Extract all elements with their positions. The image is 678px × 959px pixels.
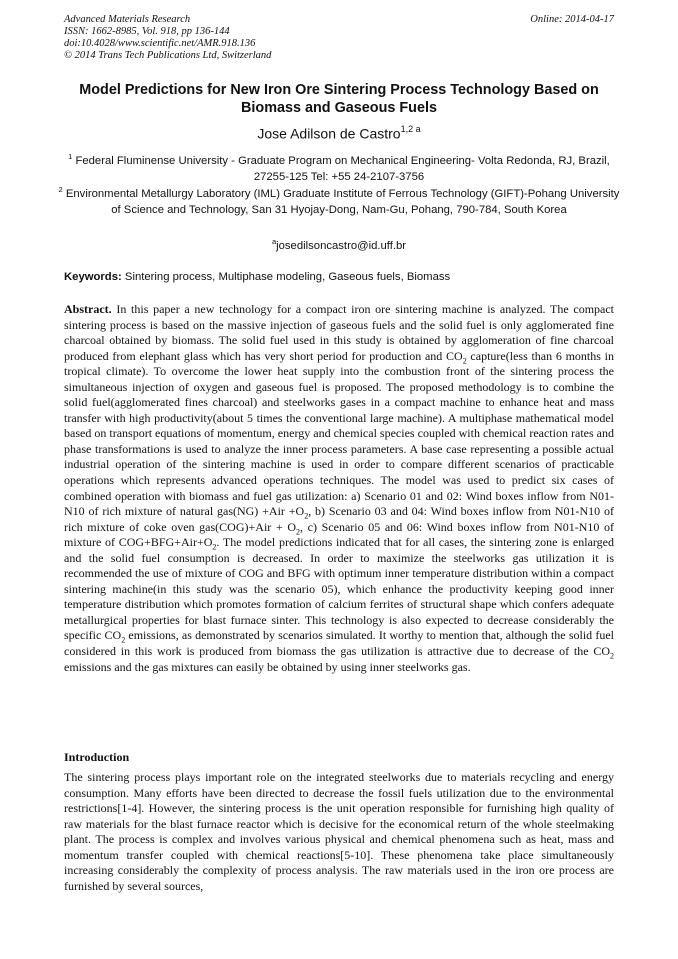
keywords-text: Sintering process, Multiphase modeling, Gaseous fuels, Biomass [124, 271, 451, 283]
author-superscript: 1,2 a [400, 124, 421, 134]
abstract-text-4: , c) Scenario 05 and 06: Wind boxes inflow from N01-N10 of mixture of COG+BFG+Air+O [64, 519, 614, 550]
subscript-2: 2 [304, 511, 309, 521]
abstract-text-1: In this paper a new technology for a compact iron ore sintering machine is analyzed. The compact sintering process is based on the massive injection of gaseous fuels and the solid fuel is only agglomerated fine charcoal obtained by biomass. The solid fuel used in this study is obtained by agglomeration of fine charcoal produced from elephant glass which has very short period for production and CO [64, 302, 615, 363]
doi-line: doi:10.4028/www.scientific.net/AMR.918.136 [64, 38, 256, 49]
subscript-2: 2 [462, 356, 467, 366]
abstract-text-6: emissions, as demonstrated by scenarios simulated. It worthy to mention that, although the solid fuel considered in this work is produced from biomass the gas utilization is attractive due to decrease of the CO [64, 628, 615, 659]
author-email [0, 234, 678, 254]
abstract-label: Abstract. [64, 302, 112, 316]
keywords-label: Keywords: [64, 271, 122, 283]
abstract-text-7: emissions and the gas mixtures can easily be obtained by using inner steelworks gas. [64, 659, 471, 674]
introduction-paragraph: The sintering process plays important role on the integrated steelworks due to materials recycling and energy consumption. Many efforts have been directed to decrease the fossil fuels utilization due to the environmental restrictions[1-4]. However, the sintering process is the unit operation responsible for furnishing high quality of raw materials for the blast furnace reactor which is decisive for the economical return of the whole steelmaking plant. The process is complex and involves various physical and chemical phenomena such as heat, mass and momentum transfer coupled with chemical reactions[5-10]. These phenomena take place simultaneously increasing considerably the complexity of process analysis. The raw materials used in the iron ore process are furnished by several sources, [64, 770, 614, 893]
affiliation-1-superscript: 1 [68, 152, 73, 161]
abstract-text-5: . The model predictions indicated that for all cases, the sintering zone is enlarged and the solid fuel consumption is decreased. In order to maximize the steelworks gas utilization it is recommended the use of mixture of COG and BFG with optimum inner temperature distribution within a compact sintering machine(in this study was the scenario 05), which enhance the productivity keeping good inner temperature distribution which promotes formation of calcium ferrites of structural shape which confers adequate metallurgical properties for blast furnace sinter. This technology is also expected to decrease considerably the specific CO [64, 535, 615, 643]
introduction-heading: Introduction [64, 750, 130, 764]
email-address: josedilsoncastro@id.uff.br [276, 239, 407, 252]
keywords [64, 269, 624, 285]
paper-title: Model Predictions for New Iron Ore Sintering Process Technology Based on Biomass and Gaseous Fuels [79, 82, 599, 116]
email-superscript: a [271, 237, 277, 246]
affiliation-1-text: Federal Fluminense University - Graduate Program on Mechanical Engineering- Volta Redonda, RJ, Brazil, 27255-125 Tel: +55 24-2107-3756 [75, 154, 610, 184]
author-name: Jose Adilson de Castro [257, 125, 401, 142]
abstract [64, 302, 614, 675]
abstract-text-2: capture(less than 6 months in tropical climate). To overcome the lower heat supply into the combustion front of the sintering process the simultaneous injection of oxygen and gaseous fuel is proposed. The proposed methodology is to combine the solid fuel(agglomerated fines charcoal) and steelworks gases in a compact machine to enhance heat and mass transfer with high productivity(about 5 times the conventional large machine). A multiphase mathematical model based on transport equations of momentum, energy and chemical species coupled with chemical reaction rates and phase transformations is used to analyze the inner process parameters. A base case representing a possible actual industrial operation of the sintering machine is used in order to compare different scenarios of practicable operations which represents advanced operations techniques. The model was used to predict six cases of combined operation with biomass and fuel gas utilization: a) Scenario 01 and 02: Wind boxes inflow from N01-N10 of rich mixture of natural gas(NG) +Air +O [64, 348, 615, 519]
online-date: Online: 2014-04-17 [530, 14, 614, 25]
issn-line: ISSN: 1662-8985, Vol. 918, pp 136-144 [64, 26, 230, 37]
abstract-text-3: , b) Scenario 03 and 04: Wind boxes inflow from N01-N10 of rich mixture of coke oven gas(COG)+Air + O [64, 504, 614, 534]
affiliation-1 [58, 149, 620, 186]
subscript-2: 2 [296, 527, 300, 537]
journal-header [64, 14, 614, 62]
subscript-2: 2 [121, 635, 126, 645]
affiliation-2 [58, 182, 620, 219]
journal-name: Advanced Materials Research [64, 14, 191, 25]
subscript-2: 2 [212, 542, 217, 552]
author-line [0, 121, 678, 143]
affiliation-2-superscript: 2 [58, 185, 63, 194]
copyright-line: © 2014 Trans Tech Publications Ltd, Switzerland [64, 50, 272, 61]
subscript-2: 2 [610, 651, 614, 661]
affiliation-2-text: Environmental Metallurgy Laboratory (IML) Graduate Institute of Ferrous Technology (GIFT)-Pohang University of Science and Technology, San 31 Hyojay-Dong, Nam-Gu, Pohang, 790-784, South Korea [65, 187, 620, 217]
